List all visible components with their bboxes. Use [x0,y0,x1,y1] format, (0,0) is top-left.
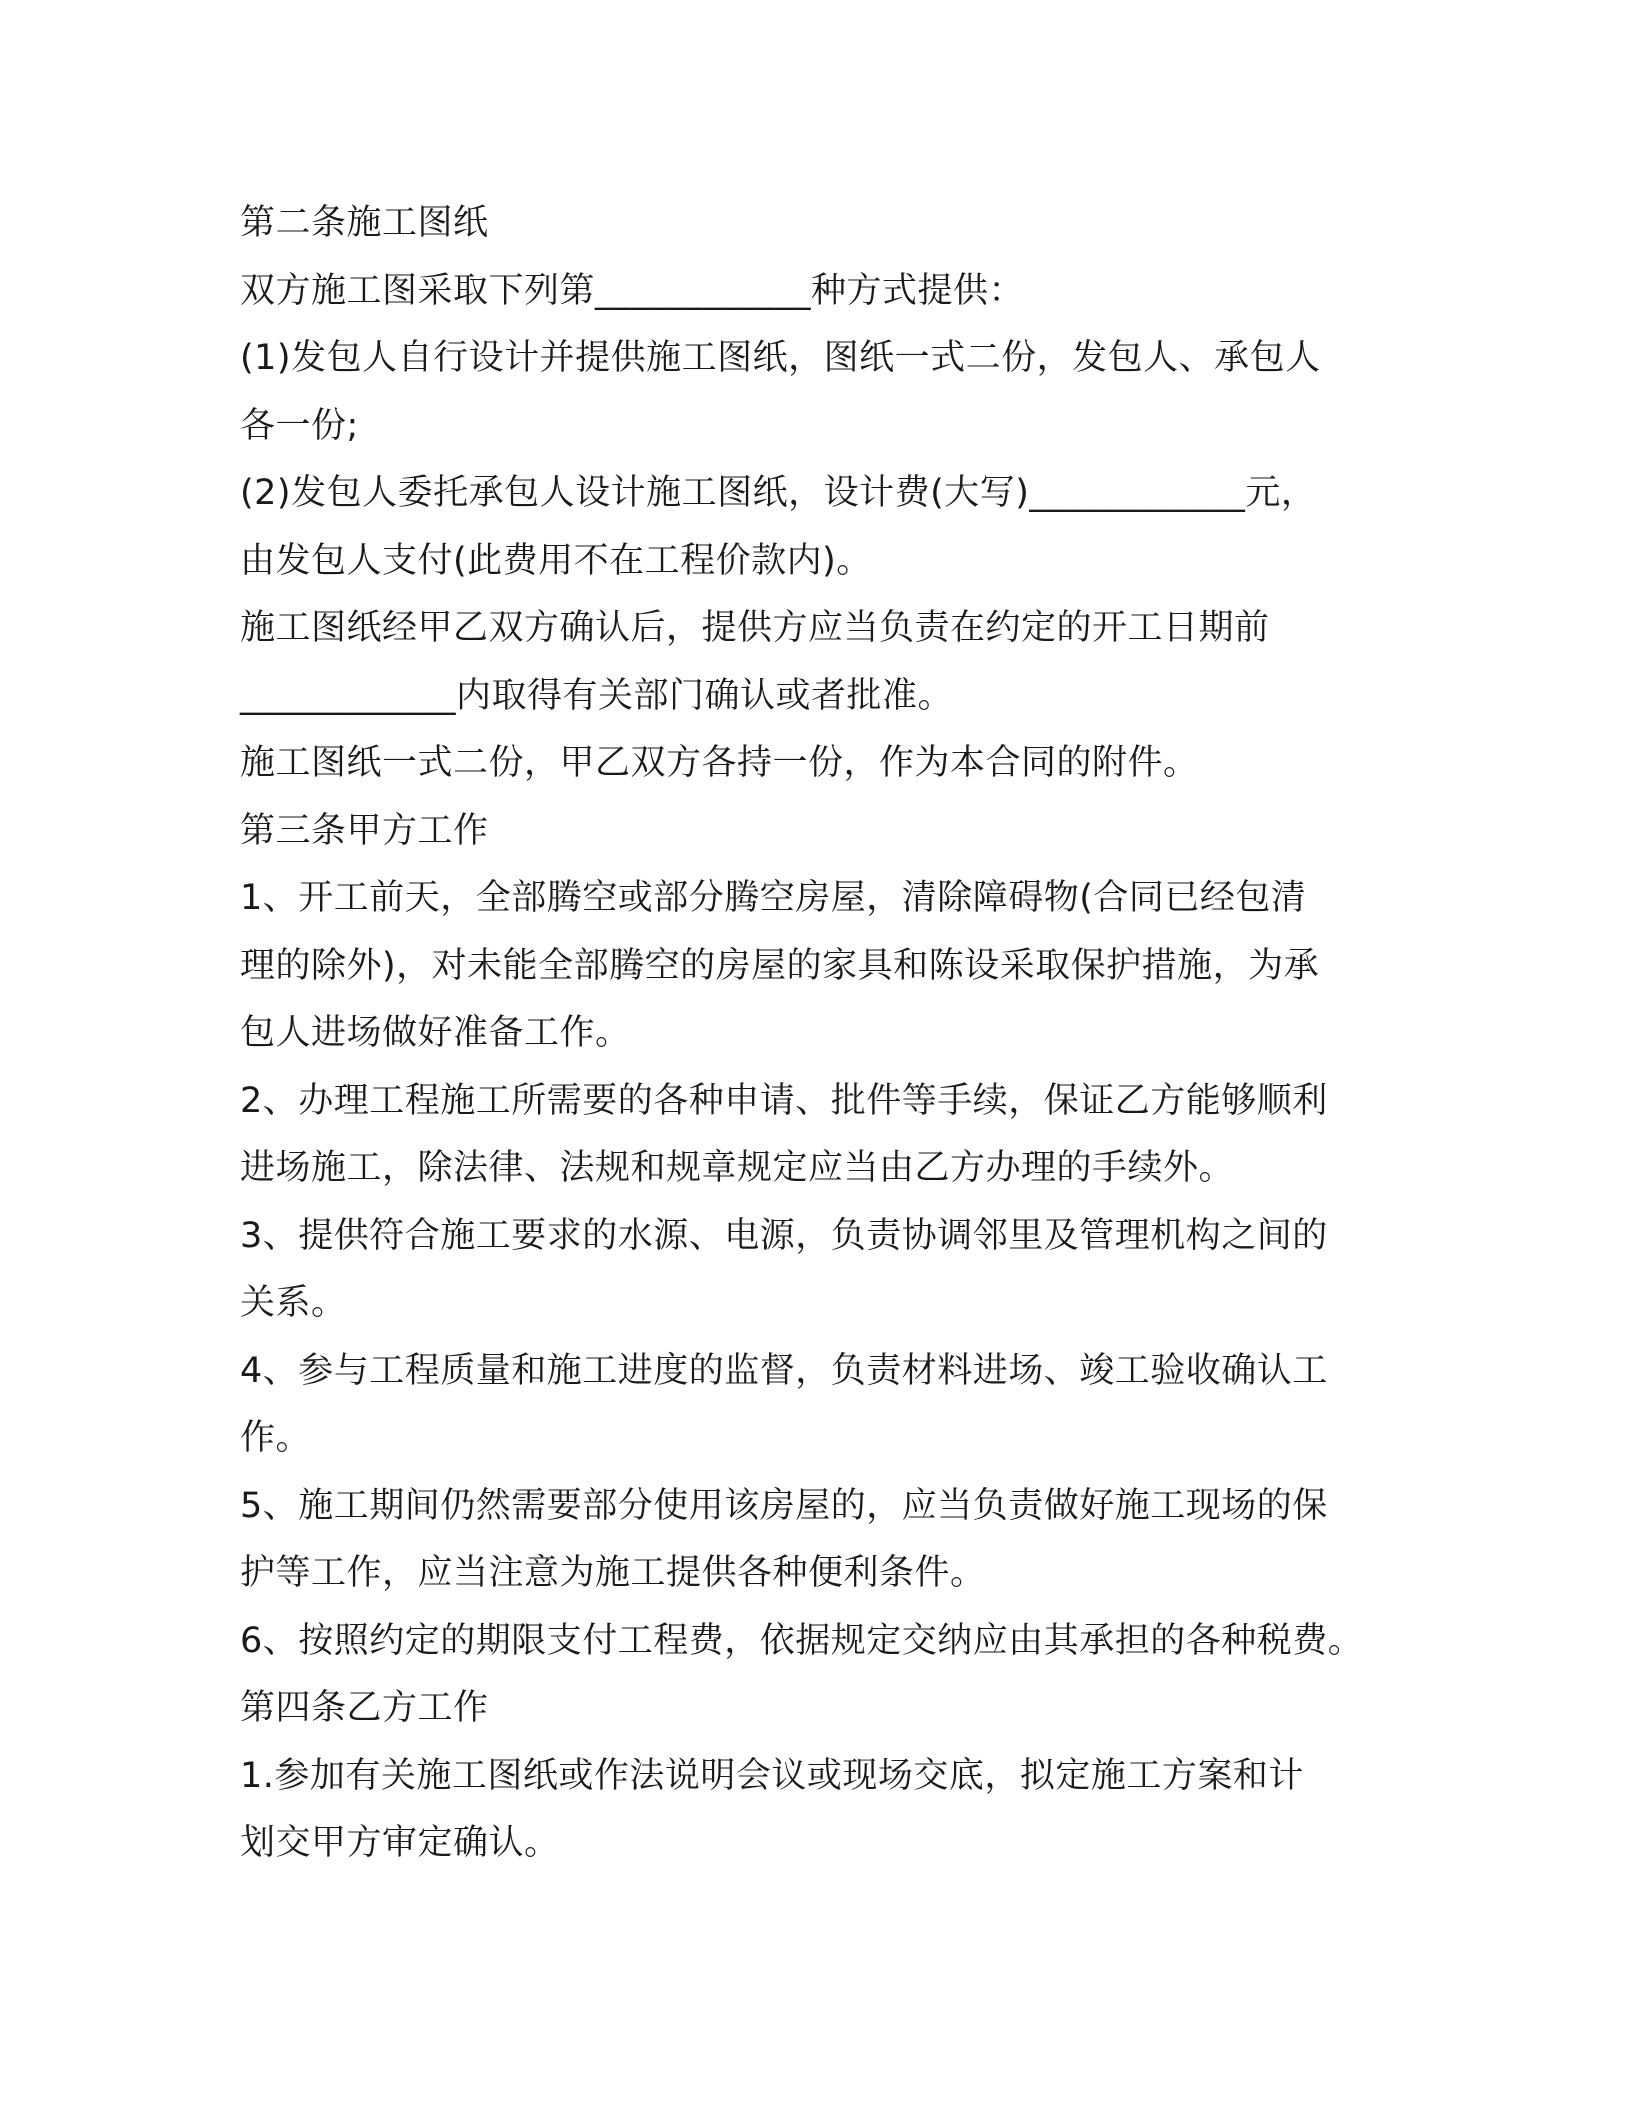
paragraph-line: 关系。 [240,1283,347,1323]
document-body [240,190,1420,1878]
paragraph-line: 由发包人支付(此费用不在工程价款内)。 [240,540,872,581]
paragraph-line: ____________内取得有关部门确认或者批准。 [240,675,954,716]
paragraph-line: 2、办理工程施工所需要的各种申请、批件等手续，保证乙方能够顺利 [240,1080,1328,1121]
paragraph-line: 划交甲方审定确认。 [240,1823,560,1863]
paragraph-line: 进场施工，除法律、法规和规章规定应当由乙方办理的手续外。 [240,1148,1235,1188]
paragraph-line: 作。 [240,1418,312,1458]
section-heading-4: 第四条乙方工作 [240,1688,489,1728]
paragraph-line: 1、开工前天，全部腾空或部分腾空房屋，清除障碍物(合同已经包清 [240,878,1307,918]
paragraph-line: 6、按照约定的期限支付工程费，依据规定交纳应由其承担的各种税费。 [240,1620,1364,1661]
paragraph-line: (1)发包人自行设计并提供施工图纸，图纸一式二份，发包人、承包人 [240,338,1321,378]
paragraph-line: 施工图纸经甲乙双方确认后，提供方应当负责在约定的开工日期前 [240,608,1270,648]
paragraph-line: 施工图纸一式二份，甲乙双方各持一份，作为本合同的附件。 [240,743,1199,783]
paragraph-line: 4、参与工程质量和施工进度的监督，负责材料进场、竣工验收确认工 [240,1350,1328,1391]
paragraph-line: 双方施工图采取下列第____________种方式提供： [240,270,1025,311]
paragraph-line: 各一份; [240,405,359,446]
section-heading-3: 第三条甲方工作 [240,810,489,851]
section-heading-2: 第二条施工图纸 [240,203,489,243]
paragraph-line: 3、提供符合施工要求的水源、电源，负责协调邻里及管理机构之间的 [240,1215,1328,1256]
paragraph-line: (2)发包人委托承包人设计施工图纸，设计费(大写)____________元， [240,473,1317,513]
paragraph-line: 包人进场做好准备工作。 [240,1013,631,1053]
paragraph-line: 理的除外)，对未能全部腾空的房屋的家具和陈设采取保护措施，为承 [240,945,1320,986]
paragraph-line: 5、施工期间仍然需要部分使用该房屋的，应当负责做好施工现场的保 [240,1485,1328,1526]
paragraph-line: 1.参加有关施工图纸或作法说明会议或现场交底，拟定施工方案和计 [240,1755,1304,1796]
paragraph-line: 护等工作，应当注意为施工提供各种便利条件。 [240,1553,986,1593]
